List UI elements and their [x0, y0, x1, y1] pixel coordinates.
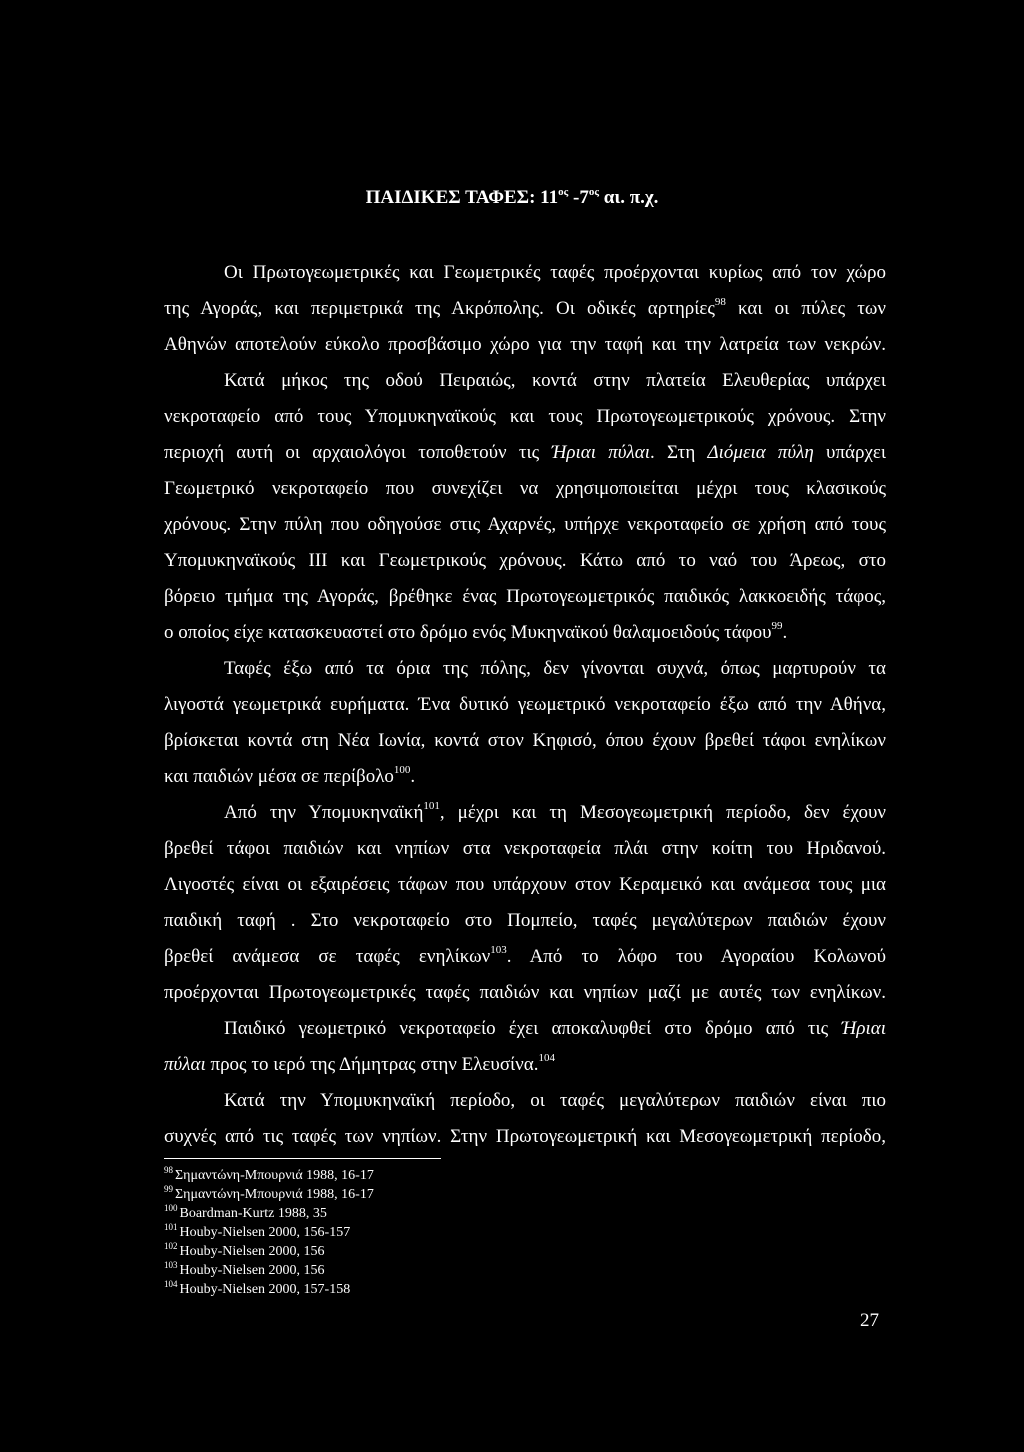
text-line: της Αγοράς, και περιμετρικά της Ακρόπολης. Οι οδικές αρτηρίες$^{98}$ και οι πύλες των: [164, 296, 886, 319]
text-line: βρεθεί ανάμεσα σε ταφές ενηλίκων$^{103}$. Από το λόφο του Αγοραίου Κολωνού: [164, 944, 886, 967]
footnote: $^{99}$ Σημαντώνη-Μπουρνιά 1988, 16-17: [164, 1184, 374, 1202]
text-line: πύλαι προς το ιερό της Δήμητρας στην Ελευσίνα.$^{104}$: [164, 1052, 555, 1075]
footnote: $^{98}$ Σημαντώνη-Μπουρνιά 1988, 16-17: [164, 1165, 374, 1183]
footnote: $^{103}$ Houby-Nielsen 2000, 156: [164, 1260, 325, 1278]
footnote-ref: 101: [423, 800, 440, 812]
text-line: χρόνους. Στην πύλη που οδηγούσε στις Αχαρνές, υπήρχε νεκροταφείο σε χρήση από τους: [164, 514, 886, 535]
text-line: ο οποίος είχε κατασκευαστεί στο δρόμο ενός Μυκηναϊκού θαλαμοειδούς τάφου$^{99}$.: [164, 620, 788, 643]
text-line: Κατά μήκος της οδού Πειραιώς, κοντά στην πλατεία Ελευθερίας υπάρχει: [224, 370, 886, 391]
text-line: βρίσκεται κοντά στη Νέα Ιωνία, κοντά στον Κηφισό, όπου έχουν βρεθεί τάφοι ενηλίκων: [164, 730, 886, 751]
footnote-ref: 98: [714, 296, 726, 308]
text-line: παιδική ταφή . Στο νεκροταφείο στο Πομπείο, ταφές μεγαλύτερων παιδιών έχουν: [164, 910, 886, 931]
text-line: Από την Υπομυκηναϊκή$^{101}$, μέχρι και τη Μεσογεωμετρική περίοδο, δεν έχουν: [224, 800, 886, 823]
footnote-ref: 99: [771, 620, 783, 632]
footnote-ref: 103: [490, 944, 507, 956]
footnote: $^{102}$ Houby-Nielsen 2000, 156: [164, 1241, 325, 1259]
text-line: Αθηνών αποτελούν εύκολο προσβάσιμο χώρο για την ταφή και την λατρεία των νεκρών.: [164, 334, 886, 355]
text-line: Οι Πρωτογεωμετρικές και Γεωμετρικές ταφές προέρχονται κυρίως από τον χώρο: [224, 262, 886, 283]
text-line: λιγοστά γεωμετρικά ευρήματα. Ένα δυτικό γεωμετρικό νεκροταφείο έξω από την Αθήνα,: [164, 694, 886, 715]
footnote-divider: [164, 1158, 441, 1159]
footnote: $^{100}$ Boardman-Kurtz 1988, 35: [164, 1203, 327, 1221]
footnote: $^{101}$ Houby-Nielsen 2000, 156-157: [164, 1222, 351, 1240]
text-line: βρεθεί τάφοι παιδιών και νηπίων στα νεκροταφεία πλάι στην κοίτη του Ηριδανού.: [164, 838, 886, 859]
text-line: Λιγοστές είναι οι εξαιρέσεις τάφων που υπάρχουν στον Κεραμεικό και ανάμεσα τους μια: [164, 874, 886, 895]
text-line: Γεωμετρικό νεκροταφείο που συνεχίζει να χρησιμοποιείται μέχρι τους κλασικούς: [164, 478, 886, 499]
page-title: ΠΑΙΔΙΚΕΣ ΤΑΦΕΣ: $11^{o\varsigma}$ $-7^{o\varsigma}$ αι. π.χ.: [365, 186, 659, 208]
text-line: περιοχή αυτή οι αρχαιολόγοι τοποθετούν τις Ήριαι πύλαι. Στη Διόμεια πύλη υπάρχει: [164, 442, 886, 463]
footnote-ref: 100: [393, 764, 411, 776]
text-line: Υπομυκηναϊκούς ΙΙΙ και Γεωμετρικούς χρόνους. Κάτω από το ναό του Άρεως, στο: [164, 550, 886, 571]
text-line: Ταφές έξω από τα όρια της πόλης, δεν γίνονται συχνά, όπως μαρτυρούν τα: [224, 658, 886, 679]
text-line: και παιδιών μέσα σε περίβολο$^{100}$.: [164, 764, 416, 787]
footnote: $^{104}$ Houby-Nielsen 2000, 157-158: [164, 1279, 351, 1297]
text-line: βόρειο τμήμα της Αγοράς, βρέθηκε ένας Πρωτογεωμετρικός παιδικός λακκοειδής τάφος,: [164, 586, 886, 607]
footnote-ref: 104: [538, 1052, 555, 1064]
page-number: 27: [860, 1310, 879, 1331]
text-line: Παιδικό γεωμετρικό νεκροταφείο έχει αποκαλυφθεί στο δρόμο από τις Ήριαι: [224, 1018, 886, 1039]
text-line: συχνές από τις ταφές των νηπίων. Στην Πρωτογεωμετρική και Μεσογεωμετρική περίοδο,: [164, 1126, 886, 1147]
text-line: νεκροταφείο από τους Υπομυκηναϊκούς και τους Πρωτογεωμετρικούς χρόνους. Στην: [164, 406, 886, 427]
text-line: Κατά την Υπομυκηναϊκή περίοδο, οι ταφές μεγαλύτερων παιδιών είναι πιο: [224, 1090, 886, 1111]
text-line: προέρχονται Πρωτογεωμετρικές ταφές παιδιών και νηπίων μαζί με αυτές των ενηλίκων.: [164, 982, 886, 1003]
